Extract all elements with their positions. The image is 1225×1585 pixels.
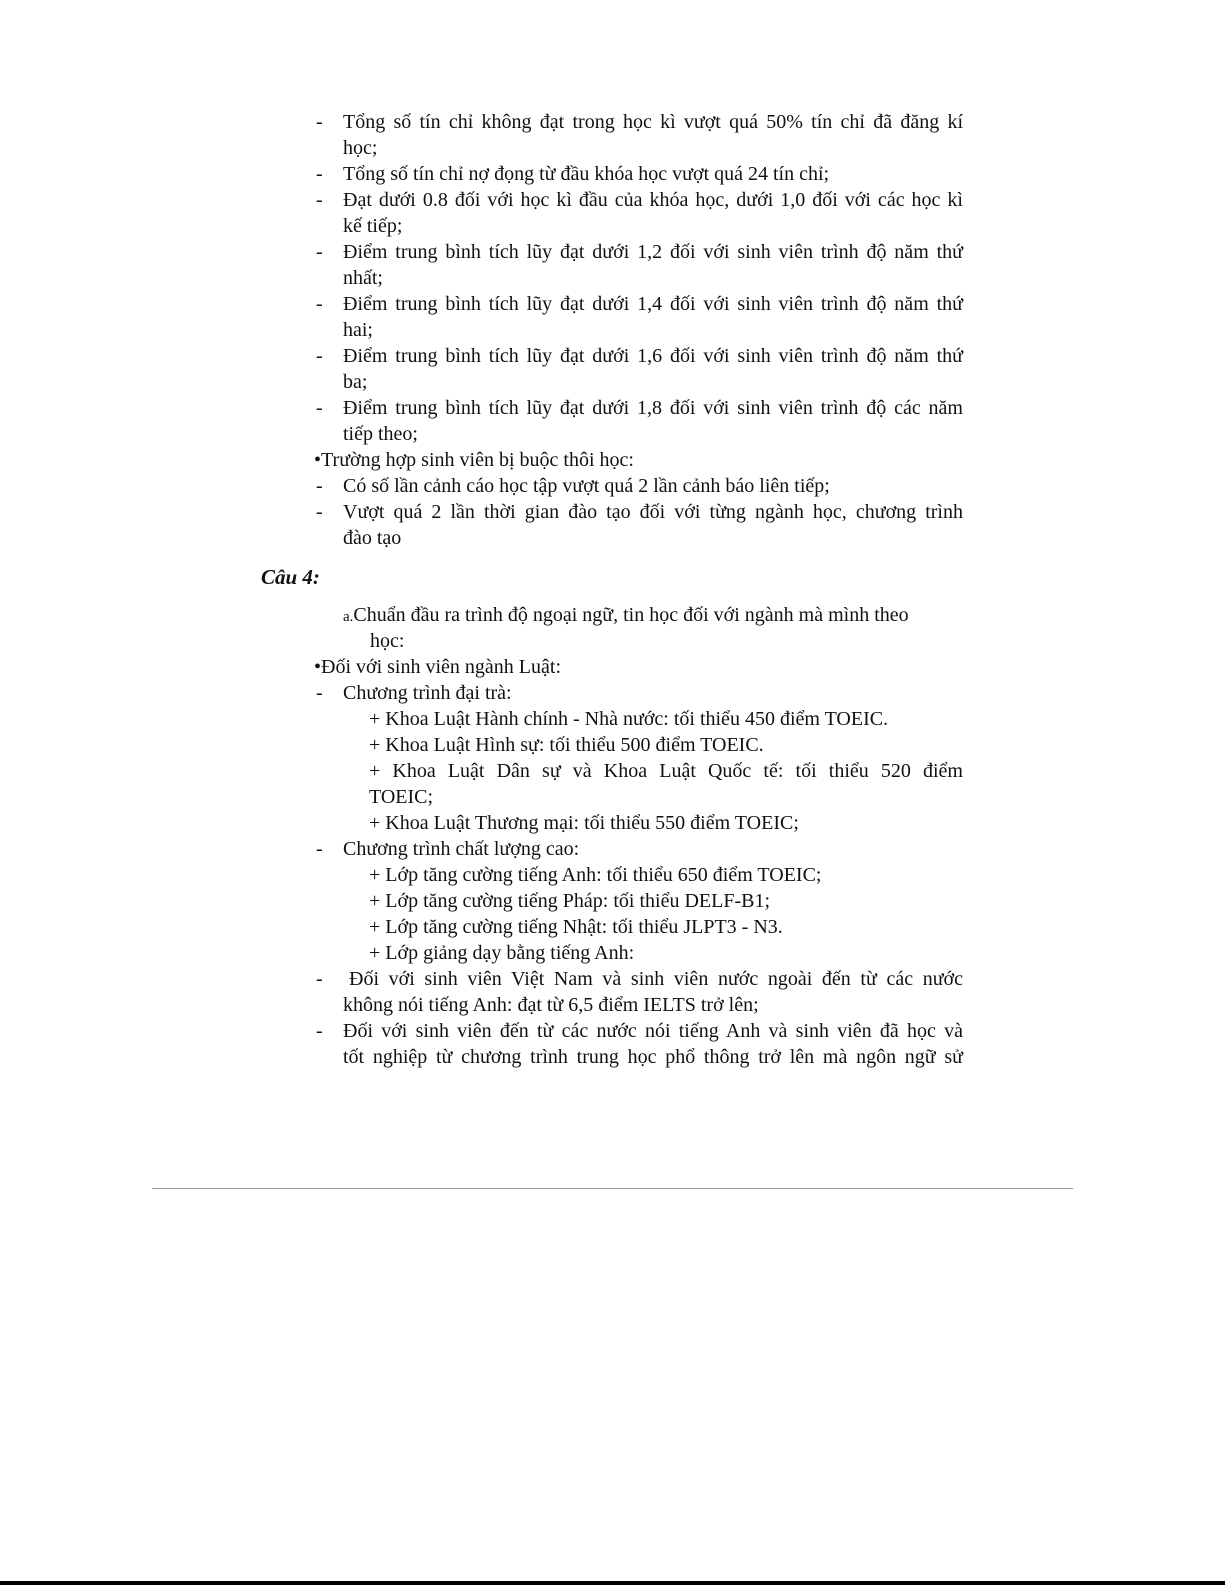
list-item-line: không nói tiếng Anh: đạt từ 6,5 điểm IELTS trở lên; — [343, 994, 759, 1016]
list-item-line: ba; — [343, 371, 368, 393]
bullet-heading — [314, 447, 634, 473]
sub-list-item: + Khoa Luật Dân sự và Khoa Luật Quốc tế: tối thiểu 520 điểm — [369, 760, 963, 782]
list-dash: - — [316, 397, 323, 419]
bullet-icon: • — [314, 449, 322, 471]
part-a-line — [343, 602, 909, 630]
sub-list-label: Chương trình đại trà: — [343, 682, 512, 704]
list-item-line: Đạt dưới 0.8 đối với học kì đầu của khóa học, dưới 1,0 đối với các học kì — [343, 189, 963, 211]
list-dash: - — [316, 189, 323, 211]
bullet-heading — [314, 654, 561, 680]
part-a-line: học: — [370, 630, 405, 652]
list-item-line: kế tiếp; — [343, 215, 403, 237]
sub-list-label: Chương trình chất lượng cao: — [343, 838, 580, 860]
list-item-line: nhất; — [343, 267, 383, 289]
list-item-line: Có số lần cảnh cáo học tập vượt quá 2 lần cảnh báo liên tiếp; — [343, 475, 830, 497]
sub-list-item: + Lớp tăng cường tiếng Nhật: tối thiểu JLPT3 - N3. — [369, 916, 783, 938]
list-item-line: đào tạo — [343, 527, 402, 549]
list-dash: - — [316, 293, 323, 315]
part-a-text: Chuẩn đầu ra trình độ ngoại ngữ, tin học đối với ngành mà mình theo — [353, 604, 909, 626]
list-item-line: tốt nghiệp từ chương trình trung học phổ thông trở lên mà ngôn ngữ sử — [343, 1046, 963, 1068]
list-dash: - — [316, 241, 323, 263]
sub-list-item: + Khoa Luật Hình sự: tối thiểu 500 điểm TOEIC. — [369, 734, 764, 756]
list-dash: - — [316, 968, 323, 990]
list-dash: - — [316, 682, 323, 704]
list-dash: - — [316, 501, 323, 523]
sub-list-item: + Lớp tăng cường tiếng Pháp: tối thiểu DELF-B1; — [369, 890, 771, 912]
list-item-line: Điểm trung bình tích lũy đạt dưới 1,8 đối với sinh viên trình độ các năm — [343, 397, 963, 419]
bullet-heading-text: Trường hợp sinh viên bị buộc thôi học: — [321, 449, 634, 471]
list-item-line: Vượt quá 2 lần thời gian đào tạo đối với từng ngành học, chương trình — [343, 501, 963, 523]
list-dash: - — [316, 163, 323, 185]
sub-list-item: + Lớp tăng cường tiếng Anh: tối thiểu 650 điểm TOEIC; — [369, 864, 822, 886]
list-item-line: Điểm trung bình tích lũy đạt dưới 1,6 đối với sinh viên trình độ năm thứ — [343, 345, 963, 367]
page-break-divider — [152, 1188, 1073, 1189]
list-item-line: Điểm trung bình tích lũy đạt dưới 1,4 đối với sinh viên trình độ năm thứ — [343, 293, 963, 315]
list-item-line: học; — [343, 137, 378, 159]
list-item-line: Đối với sinh viên đến từ các nước nói tiếng Anh và sinh viên đã học và — [343, 1020, 963, 1042]
sub-list-item: + Khoa Luật Hành chính - Nhà nước: tối thiểu 450 điểm TOEIC. — [369, 708, 889, 730]
list-item-line: Tổng số tín chỉ không đạt trong học kì vượt quá 50% tín chỉ đã đăng kí — [343, 111, 963, 133]
list-item-line: tiếp theo; — [343, 423, 418, 445]
list-item-line: Đối với sinh viên Việt Nam và sinh viên nước ngoài đến từ các nước — [349, 968, 963, 990]
list-item-line: Tổng số tín chỉ nợ đọng từ đầu khóa học vượt quá 24 tín chỉ; — [343, 163, 830, 185]
sub-list-item: + Khoa Luật Thương mại: tối thiểu 550 điểm TOEIC; — [369, 812, 799, 834]
question-heading: Câu 4: — [261, 565, 320, 589]
sub-list-item: + Lớp giảng dạy bằng tiếng Anh: — [369, 942, 635, 964]
list-dash: - — [316, 475, 323, 497]
list-dash: - — [316, 345, 323, 367]
part-a-marker: a. — [343, 609, 354, 625]
list-dash: - — [316, 111, 323, 133]
list-dash: - — [316, 1020, 323, 1042]
bottom-edge-bar — [0, 1581, 1225, 1585]
list-dash: - — [316, 838, 323, 860]
bullet-icon: • — [314, 656, 322, 678]
bullet-heading-text: Đối với sinh viên ngành Luật: — [321, 656, 562, 678]
list-item-line: hai; — [343, 319, 373, 341]
list-item-line: Điểm trung bình tích lũy đạt dưới 1,2 đối với sinh viên trình độ năm thứ — [343, 241, 963, 263]
sub-list-item: TOEIC; — [369, 786, 434, 808]
